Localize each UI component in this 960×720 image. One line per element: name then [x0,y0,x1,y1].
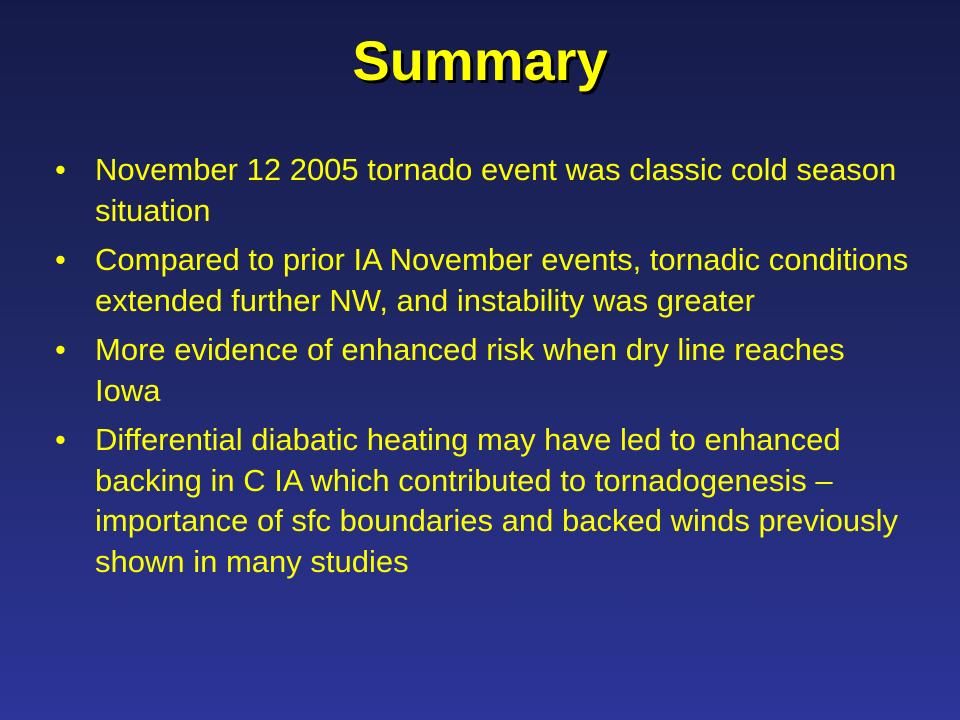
bullet-list [55,150,915,591]
bullet-text: Differential diabatic heating may have led to enhanced backing in C IA which contributed to tornadogenesis – importance of sfc boundaries and backed winds previously shown in many studies [95,422,899,579]
bullet-item [55,420,915,582]
bullet-dot-icon: • [55,152,66,187]
bullet-dot-icon: • [55,422,66,457]
bullet-text: More evidence of enhanced risk when dry line reaches Iowa [95,332,845,408]
bullet-text: November 12 2005 tornado event was classic cold season situation [95,152,897,228]
bullet-item [55,240,915,321]
slide-title: Summary [352,29,608,92]
bullet-dot-icon: • [55,332,66,367]
bullet-text: Compared to prior IA November events, tornadic conditions extended further NW, and instability was greater [95,242,909,318]
bullet-dot-icon: • [55,242,66,277]
bullet-item [55,330,915,411]
bullet-item [55,150,915,231]
